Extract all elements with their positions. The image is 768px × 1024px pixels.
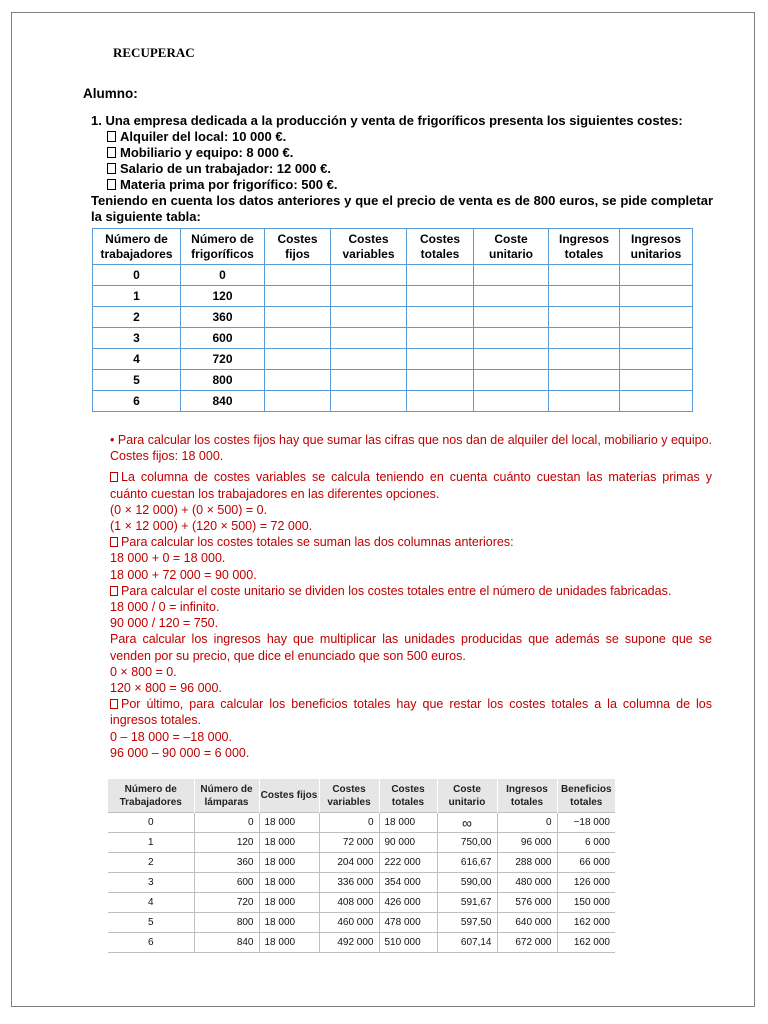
empty-cell xyxy=(407,307,474,328)
missing-glyph-icon xyxy=(107,163,116,174)
problem-text: 1. Una empresa dedicada a la producción y venta de frigoríficos presenta los siguientes costes: xyxy=(91,113,683,128)
empty-cell xyxy=(407,265,474,286)
table-cell: −18 000 xyxy=(557,813,615,833)
table-cell: 18 000 xyxy=(259,913,319,933)
table-cell: 6 xyxy=(93,391,181,412)
note-line: 18 000 / 0 = infinito. xyxy=(110,600,220,615)
table-cell: 96 000 xyxy=(497,833,557,853)
empty-cell xyxy=(620,265,693,286)
table-row xyxy=(108,813,615,833)
solution-notes xyxy=(110,432,712,761)
missing-glyph-icon xyxy=(107,179,116,190)
empty-cell xyxy=(265,265,331,286)
blank-table-header xyxy=(93,229,693,265)
empty-cell xyxy=(331,349,407,370)
table-cell: 360 xyxy=(194,853,259,873)
note-line: 0 – 18 000 = –18 000. xyxy=(110,729,232,744)
table-row xyxy=(93,265,693,286)
table-cell: 2 xyxy=(108,853,194,873)
table-cell: 480 000 xyxy=(497,873,557,893)
table-cell: 18 000 xyxy=(259,873,319,893)
table-cell: 150 000 xyxy=(557,893,615,913)
table-cell: 126 000 xyxy=(557,873,615,893)
table-row xyxy=(108,853,615,873)
table-cell: 2 xyxy=(93,307,181,328)
empty-cell xyxy=(331,307,407,328)
empty-cell xyxy=(474,328,549,349)
table-cell: 354 000 xyxy=(379,873,437,893)
table-cell: 720 xyxy=(194,893,259,913)
empty-cell xyxy=(407,391,474,412)
empty-cell xyxy=(620,307,693,328)
note-line xyxy=(110,583,712,599)
table-cell: 640 000 xyxy=(497,913,557,933)
column-header: Costes fijos xyxy=(259,779,319,813)
table-cell: 5 xyxy=(108,913,194,933)
empty-cell xyxy=(474,286,549,307)
table-cell: 750,00 xyxy=(437,833,497,853)
table-cell: 600 xyxy=(194,873,259,893)
table-cell: 18 000 xyxy=(259,853,319,873)
column-header: Número de lámparas xyxy=(194,779,259,813)
table-cell: 576 000 xyxy=(497,893,557,913)
empty-cell xyxy=(407,349,474,370)
table-cell: 0 xyxy=(497,813,557,833)
table-cell: 336 000 xyxy=(319,873,379,893)
note-paragraph xyxy=(110,469,712,501)
table-cell: 478 000 xyxy=(379,913,437,933)
header-title: RECUPERAC xyxy=(113,45,195,60)
table-cell: 18 000 xyxy=(259,933,319,953)
empty-cell xyxy=(474,391,549,412)
table-cell: 408 000 xyxy=(319,893,379,913)
table-row xyxy=(108,833,615,853)
table-cell: 800 xyxy=(194,913,259,933)
table-cell: 3 xyxy=(108,873,194,893)
note-paragraph xyxy=(110,696,712,728)
cost-item xyxy=(91,129,713,145)
empty-cell xyxy=(549,328,620,349)
table-row xyxy=(93,307,693,328)
table-row xyxy=(93,328,693,349)
table-cell: 120 xyxy=(181,286,265,307)
empty-cell xyxy=(407,286,474,307)
table-cell: 18 000 xyxy=(379,813,437,833)
cost-item-label: Alquiler del local: 10 000 €. xyxy=(120,129,287,144)
table-cell: 616,67 xyxy=(437,853,497,873)
note-paragraph: • Para calcular los costes fijos hay que sumar las cifras que nos dan de alquiler del local, mobiliario y equipo. Costes fijos: 18 000. xyxy=(110,433,712,464)
empty-cell xyxy=(474,307,549,328)
column-header: Costes variables xyxy=(319,779,379,813)
empty-cell xyxy=(474,265,549,286)
table-cell: 162 000 xyxy=(557,913,615,933)
table-cell: 0 xyxy=(181,265,265,286)
table-cell: 460 000 xyxy=(319,913,379,933)
table-cell: 6 xyxy=(108,933,194,953)
table-cell: 510 000 xyxy=(379,933,437,953)
table-cell: 204 000 xyxy=(319,853,379,873)
column-header: Ingresos unitarios xyxy=(620,229,693,265)
table-cell: 0 xyxy=(108,813,194,833)
table-row xyxy=(93,349,693,370)
table-cell: 720 xyxy=(181,349,265,370)
missing-glyph-icon xyxy=(110,537,118,547)
table-cell: 18 000 xyxy=(259,813,319,833)
table-cell: 3 xyxy=(93,328,181,349)
table-cell: 597,50 xyxy=(437,913,497,933)
column-header: Costes totales xyxy=(379,779,437,813)
table-cell: 72 000 xyxy=(319,833,379,853)
empty-cell xyxy=(331,391,407,412)
table-cell: 1 xyxy=(108,833,194,853)
column-header: Número de frigoríficos xyxy=(181,229,265,265)
table-cell: 591,67 xyxy=(437,893,497,913)
table-cell: 4 xyxy=(108,893,194,913)
column-header: Costes fijos xyxy=(265,229,331,265)
empty-cell xyxy=(549,391,620,412)
table-row xyxy=(93,391,693,412)
column-header: Ingresos totales xyxy=(497,779,557,813)
cost-item-label: Materia prima por frigorífico: 500 €. xyxy=(120,177,338,192)
empty-cell xyxy=(331,370,407,391)
table-cell: 66 000 xyxy=(557,853,615,873)
empty-cell xyxy=(407,370,474,391)
cost-item-label: Salario de un trabajador: 12 000 €. xyxy=(120,161,331,176)
table-cell: 426 000 xyxy=(379,893,437,913)
note-line: (0 × 12 000) + (0 × 500) = 0. xyxy=(110,502,268,517)
empty-cell xyxy=(549,265,620,286)
empty-cell xyxy=(549,286,620,307)
empty-cell xyxy=(620,391,693,412)
note-line xyxy=(110,534,712,550)
table-cell: 800 xyxy=(181,370,265,391)
table-cell: 90 000 xyxy=(379,833,437,853)
missing-glyph-icon xyxy=(107,131,116,142)
column-header: Beneficios totales xyxy=(557,779,615,813)
table-cell: 590,00 xyxy=(437,873,497,893)
table-row xyxy=(108,893,615,913)
empty-cell xyxy=(620,286,693,307)
empty-cell xyxy=(620,349,693,370)
note-paragraph: Para calcular los ingresos hay que multiplicar las unidades producidas que además se supone que se venden por su precio, que dice el enunciado que son 500 euros. xyxy=(110,632,712,663)
empty-cell xyxy=(549,307,620,328)
solution-table xyxy=(108,779,615,953)
solution-table-header xyxy=(108,779,615,813)
table-row xyxy=(93,286,693,307)
table-cell: 840 xyxy=(194,933,259,953)
empty-cell xyxy=(549,349,620,370)
empty-cell xyxy=(265,349,331,370)
note-line: 96 000 – 90 000 = 6 000. xyxy=(110,745,250,760)
column-header: Número de Trabajadores xyxy=(108,779,194,813)
empty-cell xyxy=(407,328,474,349)
empty-cell xyxy=(331,265,407,286)
cost-item-label: Mobiliario y equipo: 8 000 €. xyxy=(120,145,294,160)
column-header: Número de trabajadores xyxy=(93,229,181,265)
empty-cell xyxy=(549,370,620,391)
note-text: Para calcular los costes totales se suman las dos columnas anteriores: xyxy=(121,535,514,550)
table-cell: 288 000 xyxy=(497,853,557,873)
note-text: La columna de costes variables se calcula teniendo en cuenta cuánto cuestan las materias primas y cuánto cuestan los trabajadores en las diferentes opciones. xyxy=(110,470,712,501)
empty-cell xyxy=(265,328,331,349)
table-cell: 607,14 xyxy=(437,933,497,953)
column-header: Ingresos totales xyxy=(549,229,620,265)
table-cell: 5 xyxy=(93,370,181,391)
student-label: Alumno: xyxy=(83,86,138,101)
note-line: 90 000 / 120 = 750. xyxy=(110,616,219,631)
note-line: 120 × 800 = 96 000. xyxy=(110,681,222,696)
table-cell: 222 000 xyxy=(379,853,437,873)
table-cell: 120 xyxy=(194,833,259,853)
column-header: Costes variables xyxy=(331,229,407,265)
empty-cell xyxy=(620,328,693,349)
table-cell: 492 000 xyxy=(319,933,379,953)
note-text: Por último, para calcular los beneficios totales hay que restar los costes totales a la columna de los ingresos totales. xyxy=(110,697,712,728)
table-cell: 162 000 xyxy=(557,933,615,953)
empty-cell xyxy=(474,349,549,370)
table-row xyxy=(108,913,615,933)
note-text: Para calcular el coste unitario se dividen los costes totales entre el número de unidades fabricadas. xyxy=(121,583,672,598)
note-line: (1 × 12 000) + (120 × 500) = 72 000. xyxy=(110,519,313,534)
table-cell: 1 xyxy=(93,286,181,307)
table-cell: 840 xyxy=(181,391,265,412)
note-line: 0 × 800 = 0. xyxy=(110,664,177,679)
blank-table xyxy=(92,228,693,412)
empty-cell xyxy=(265,370,331,391)
empty-cell xyxy=(474,370,549,391)
note-line: 18 000 + 72 000 = 90 000. xyxy=(110,567,257,582)
missing-glyph-icon xyxy=(110,472,118,482)
table-cell: 600 xyxy=(181,328,265,349)
column-header: Coste unitario xyxy=(437,779,497,813)
table-row xyxy=(93,370,693,391)
table-cell: 6 000 xyxy=(557,833,615,853)
column-header: Costes totales xyxy=(407,229,474,265)
empty-cell xyxy=(331,286,407,307)
table-cell: 360 xyxy=(181,307,265,328)
missing-glyph-icon xyxy=(110,586,118,596)
missing-glyph-icon xyxy=(110,699,118,709)
table-cell: 18 000 xyxy=(259,833,319,853)
table-cell: 0 xyxy=(319,813,379,833)
table-cell: 0 xyxy=(194,813,259,833)
table-cell: 0 xyxy=(93,265,181,286)
empty-cell xyxy=(265,391,331,412)
cost-item xyxy=(91,145,713,161)
table-cell: 4 xyxy=(93,349,181,370)
note-line: 18 000 + 0 = 18 000. xyxy=(110,551,226,566)
problem-statement xyxy=(91,113,713,225)
instruction-text: Teniendo en cuenta los datos anteriores y que el precio de venta es de 800 euros, se pide completar la siguiente tabla: xyxy=(91,193,713,224)
empty-cell xyxy=(265,307,331,328)
table-row xyxy=(108,933,615,953)
column-header: Coste unitario xyxy=(474,229,549,265)
table-cell: 672 000 xyxy=(497,933,557,953)
table-cell: 18 000 xyxy=(259,893,319,913)
missing-glyph-icon xyxy=(107,147,116,158)
infinity-cell: ∞ xyxy=(437,813,497,833)
empty-cell xyxy=(620,370,693,391)
cost-item xyxy=(91,177,713,193)
cost-item xyxy=(91,161,713,177)
empty-cell xyxy=(265,286,331,307)
empty-cell xyxy=(331,328,407,349)
table-row xyxy=(108,873,615,893)
